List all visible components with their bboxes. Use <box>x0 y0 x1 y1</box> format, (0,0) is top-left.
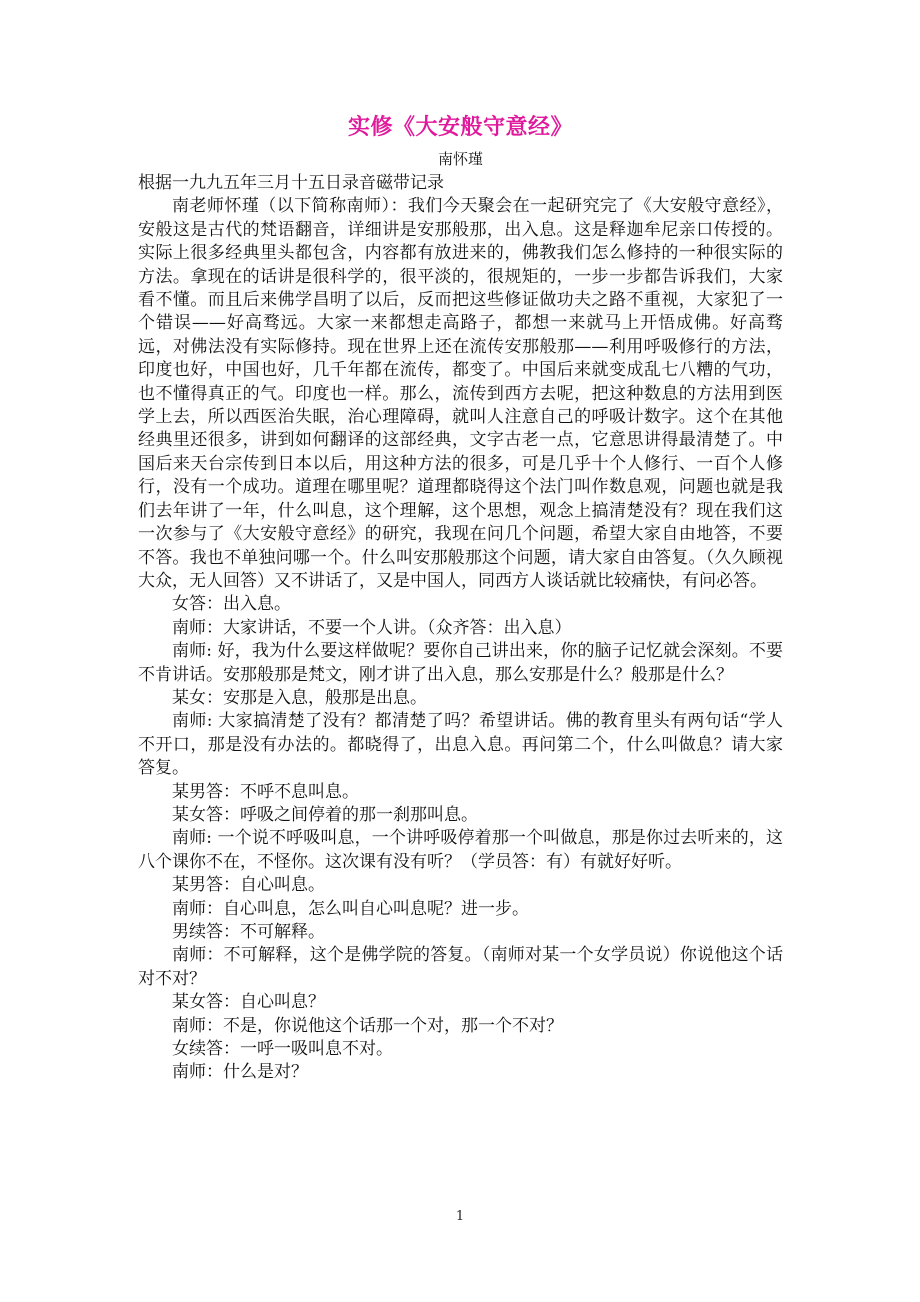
document-content <box>138 112 783 1085</box>
body-paragraph: 男续答：不可解释。 <box>172 922 325 942</box>
body-paragraph: 某男答：自心叫息。 <box>172 875 325 896</box>
document-subtitle: 根据一九九五年三月十五日录音磁带记录 <box>138 173 444 193</box>
body-paragraph: 某女：安那是入息，般那是出息。 <box>172 687 427 708</box>
body-paragraph: 南师：不是，你说他这个话那一个对，那一个不对？ <box>172 1015 563 1036</box>
body-paragraph: 女续答：一呼一吸叫息不对。 <box>172 1039 393 1060</box>
body-paragraph: 南师：大家讲话，不要一个人讲。（众齐答：出入息） <box>172 617 572 638</box>
body-paragraph: 女答：出入息。 <box>172 594 291 615</box>
body-paragraph: 某女答：呼吸之间停着的那一刹那叫息。 <box>172 804 478 825</box>
page-title: 实修《大安般守意经》 <box>347 114 573 140</box>
body-paragraph: 南师: 大家搞清楚了没有？都清楚了吗？希望讲话。佛的教育里头有两句话“学人不开口，那是没有办法的。都晓得了，出息入息。再问第二个，什么叫做息？请大家答复。 <box>138 711 783 779</box>
body-paragraph: 南师: 好，我为什么要这样做呢？要你自己讲出来，你的脑子记忆就会深刻。不要不肯讲话。安那般那是梵文，刚才讲了出入息，那么安那是什么？般那是什么？ <box>138 641 783 685</box>
body-paragraph: 某男答：不呼不息叫息。 <box>172 781 359 802</box>
body-paragraph: 某女答：自心叫息？ <box>172 992 325 1013</box>
body-paragraph: 南老师怀瑾（以下简称南师）：我们今天聚会在一起研究完了《大安般守意经》，安般这是古代的梵语翻音，详细讲是安那般那，出入息。这是释迦牟尼亲口传授的。实际上很多经典里头都包含，内容都有放进来的，佛教我们怎么修持的一种很实际的方法。拿现在的话讲是很科学的，很平淡的，很规矩的，一步一步都告诉我们，大家看不懂。而且后来佛学昌明了以后，反而把这些修证做功夫之路不重视，大家犯了一个错误——好高骛远。大家一来都想走高路子，都想一来就马上开悟成佛。好高骛远，对佛法没有实际修持。现在世界上还在流传安那般那——利用呼吸修行的方法，印度也好，中国也好，几千年都在流传，都变了。中国后来就变成乱七八糟的气功，也不懂得真正的气。印度也一样。那么，流传到西方去呢，把这种数息的方法用到医学上去，所以西医治失眠，治心理障碍，就叫人注意自己的呼吸计数字。这个在其他经典里还很多，讲到如何翻译的这部经典，文字古老一点，它意思讲得最清楚了。中国后来天台宗传到日本以后，用这种方法的很多，可是几乎十个人修行、一百个人修行，没有一个成功。道理在哪里呢？道理都晓得这个法门叫作数息观，问题也就是我们去年讲了一年，什么叫息，这个理解，这个思想，观念上搞清楚没有？现在我们这一次参与了《大安般守意经》的研究，我现在问几个问题，希望大家自由地答，不要不答。我也不单独问哪一个。什么叫安那般那这个问题，请大家自由答复。（久久顾视大众，无人回答）又不讲话了，又是中国人，同西方人谈话就比较痛快，有问必答。 <box>138 196 783 591</box>
document-body <box>138 195 783 1084</box>
body-paragraph: 南师：自心叫息，怎么叫自心叫息呢？进一步。 <box>172 898 529 919</box>
page-number: 1 <box>455 1209 465 1224</box>
body-paragraph: 南师: 一个说不呼吸叫息，一个讲呼吸停着那一个叫做息，那是你过去听来的，这八个课你不在，不怪你。这次课有没有听？（学员答：有）有就好好听。 <box>138 828 783 872</box>
body-paragraph: 南师：什么是对？ <box>172 1062 308 1083</box>
body-paragraph: 南师：不可解释，这个是佛学院的答复。（南师对某一个女学员说）你说他这个话对不对？ <box>138 945 783 989</box>
document-author: 南怀瑾 <box>437 150 483 168</box>
